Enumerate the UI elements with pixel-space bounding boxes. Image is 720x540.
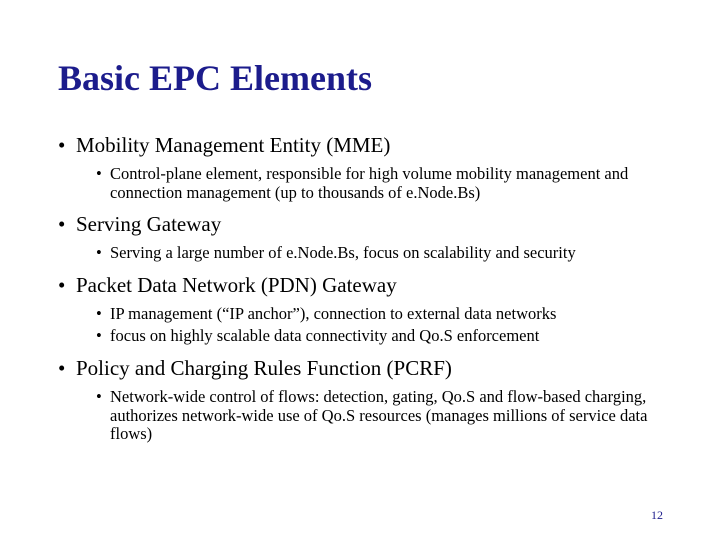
section-pdn-gateway bbox=[58, 273, 678, 346]
section-heading: Serving Gateway bbox=[76, 212, 222, 237]
bullet-icon: • bbox=[96, 387, 102, 407]
bullet-icon: • bbox=[58, 133, 66, 157]
page-number: 12 bbox=[651, 508, 663, 522]
section-heading: Policy and Charging Rules Function (PCRF) bbox=[76, 355, 452, 380]
sub-bullet-list bbox=[76, 388, 678, 443]
section-pcrf bbox=[58, 356, 678, 444]
sub-point-text: Network-wide control of flows: detection, gating, Qo.S and flow-based charging, authorizes network-wide use of Qo.S resources (manages millions of service data flows) bbox=[110, 387, 648, 444]
sub-point-text: Serving a large number of e.Node.Bs, focus on scalability and security bbox=[110, 243, 576, 263]
sub-point bbox=[76, 388, 678, 443]
sub-bullet-list bbox=[76, 305, 678, 346]
bullet-icon: • bbox=[96, 326, 102, 346]
sub-point bbox=[76, 305, 678, 323]
sub-point-text: IP management (“IP anchor”), connection to external data networks bbox=[110, 303, 557, 323]
sub-bullet-list bbox=[76, 244, 678, 262]
slide-title: Basic EPC Elements bbox=[58, 58, 372, 98]
sub-point bbox=[76, 244, 678, 262]
section-mme bbox=[58, 133, 678, 202]
bullet-icon: • bbox=[96, 164, 102, 184]
bullet-list bbox=[58, 133, 678, 454]
bullet-icon: • bbox=[96, 243, 102, 263]
bullet-icon: • bbox=[96, 303, 102, 323]
sub-point-text: focus on highly scalable data connectivity and Qo.S enforcement bbox=[110, 326, 540, 346]
bullet-icon: • bbox=[58, 272, 66, 297]
section-heading: Mobility Management Entity (MME) bbox=[76, 133, 391, 157]
section-serving-gateway bbox=[58, 212, 678, 263]
section-heading: Packet Data Network (PDN) Gateway bbox=[76, 272, 397, 297]
sub-point bbox=[76, 327, 678, 345]
sub-bullet-list bbox=[76, 165, 678, 202]
sub-point-text: Control-plane element, responsible for high volume mobility management and connection management (up to thousands of e.Node.Bs) bbox=[110, 164, 629, 202]
sub-point bbox=[76, 165, 678, 202]
bullet-icon: • bbox=[58, 355, 66, 380]
bullet-icon: • bbox=[58, 212, 66, 237]
